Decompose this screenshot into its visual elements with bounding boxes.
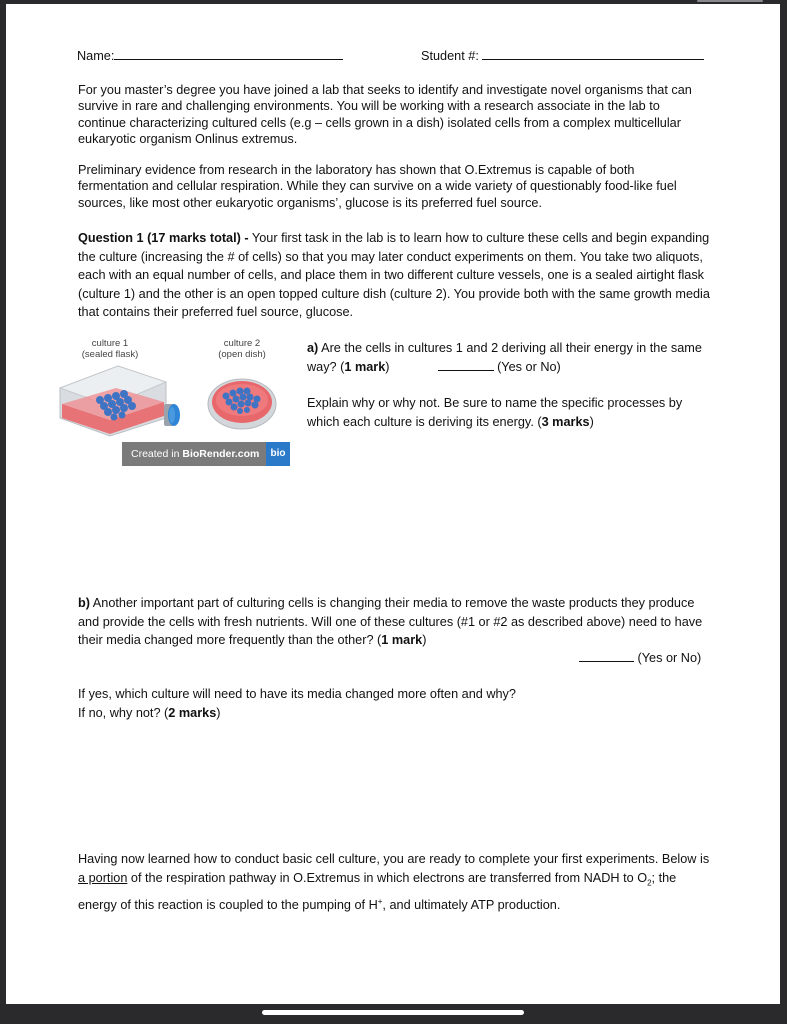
culture2-subtitle: (open dish)	[218, 348, 266, 360]
open-dish-illustration	[208, 379, 276, 429]
culture1-title: culture 1	[91, 338, 129, 349]
closing-pre: Having now learned how to conduct basic cell culture, you are ready to complete your first experiments. Below is	[78, 852, 710, 866]
part-a-answer-hint: (Yes or No)	[497, 359, 561, 374]
intro-paragraph-2: Preliminary evidence from research in the laboratory has shown that O.Extremus is capable of both fermentation and cellular respiration. While they can survive on a wide variety of questionably food-like fuel sources, like most other eukaryotic organisms’, glucose is its preferred fuel source.	[78, 163, 677, 210]
part-b-close: )	[422, 633, 427, 648]
part-b-text: Another important part of culturing cells is changing their media to remove the waste products they produce and provide the cells with fresh nutrients. Will one of these cultures (#1 or #2 as described above) need to have their media changed more frequently than the other? (	[78, 596, 703, 648]
closing-mid: of the respiration pathway in O.Extremus in which electrons are transferred from NADH to O	[127, 870, 648, 885]
part-a-question	[307, 339, 711, 376]
closing-paragraph	[78, 850, 710, 915]
intro-paragraph-1: For you master’s degree you have joined a lab that seeks to identify and investigate novel organisms that can survive in rare and challenging environments. You will be working with a research associate in the lab to continue characterizing cultured cells (e.g – cells grown in a dish) isolated cells from a complex multicellular eukaryotic organism Onlinus extremus.	[78, 83, 692, 147]
part-b-marks: 1 mark	[381, 633, 423, 648]
culture2-title: culture 2	[223, 338, 261, 349]
name-blank[interactable]	[114, 59, 343, 60]
student-label-row	[421, 48, 704, 64]
part-a-explain-marks: 3 marks	[541, 414, 590, 429]
badge-text: Created in	[131, 448, 183, 460]
closing-mid2: ; the energy of this reaction is coupled to the pumping of H	[78, 870, 677, 912]
student-label: Student #:	[421, 49, 479, 63]
culture2-label	[206, 339, 278, 360]
part-a-marks: 1 mark	[344, 359, 386, 374]
part-a-explain	[307, 394, 711, 431]
closing-subscript: 2	[647, 878, 652, 888]
part-a-close: )	[385, 359, 390, 374]
part-a-text: Are the cells in cultures 1 and 2 deriving all their energy in the same way? (	[307, 341, 702, 374]
badge-brand: BioRender.com	[182, 448, 260, 460]
part-b-followup-no: If no, why not? (	[78, 705, 169, 720]
document-page	[6, 4, 780, 1004]
name-label: Name:	[77, 49, 115, 63]
home-indicator[interactable]	[262, 1010, 524, 1015]
part-b-label: b)	[78, 596, 90, 610]
part-b-answer-row	[579, 649, 701, 668]
part-b-followup-marks: 2 marks	[168, 705, 217, 720]
part-a-explain-close: )	[589, 414, 594, 429]
top-pill	[697, 0, 763, 2]
question-1-body: Your first task in the lab is to learn how to culture these cells and begin expanding the culture (increasing the # of cells) so that you may later conduct experiments on them. You take two aliquots, each with an equal number of cells, and place them in two different culture vessels, one is a sealed airtight flask (culture 1) and the other is an open topped culture dish (culture 2). You provide both with the same growth media that contains their preferred fuel source, glucose.	[78, 231, 710, 320]
culture1-label	[70, 339, 150, 360]
part-b-followup-yes: If yes, which culture will need to have its media changed more often and why?	[78, 687, 516, 701]
culture1-subtitle: (sealed flask)	[81, 348, 139, 360]
part-a-answer-blank[interactable]	[438, 370, 494, 371]
culture-figure	[54, 360, 304, 440]
biorender-badge	[122, 442, 290, 466]
part-b-followup-close: )	[216, 705, 221, 720]
name-label-row	[77, 48, 343, 64]
part-b-answer-blank[interactable]	[579, 661, 634, 662]
closing-underlined: a portion	[78, 870, 128, 885]
closing-superscript: +	[377, 896, 383, 906]
question-1-title: Question 1 (17 marks total) -	[78, 231, 249, 245]
part-a-label: a)	[307, 341, 319, 355]
question-1	[78, 229, 710, 322]
biorender-logo-icon: bio	[266, 442, 290, 466]
closing-end: , and ultimately ATP production.	[382, 897, 561, 912]
part-b-followup	[78, 685, 710, 722]
part-a-explain-text: Explain why or why not. Be sure to name the specific processes by which each culture is deriving its energy. (	[307, 396, 683, 429]
part-b-question	[78, 594, 710, 650]
part-b-answer-hint: (Yes or No)	[637, 651, 702, 665]
student-blank[interactable]	[482, 59, 704, 60]
sealed-flask-illustration	[60, 366, 180, 436]
